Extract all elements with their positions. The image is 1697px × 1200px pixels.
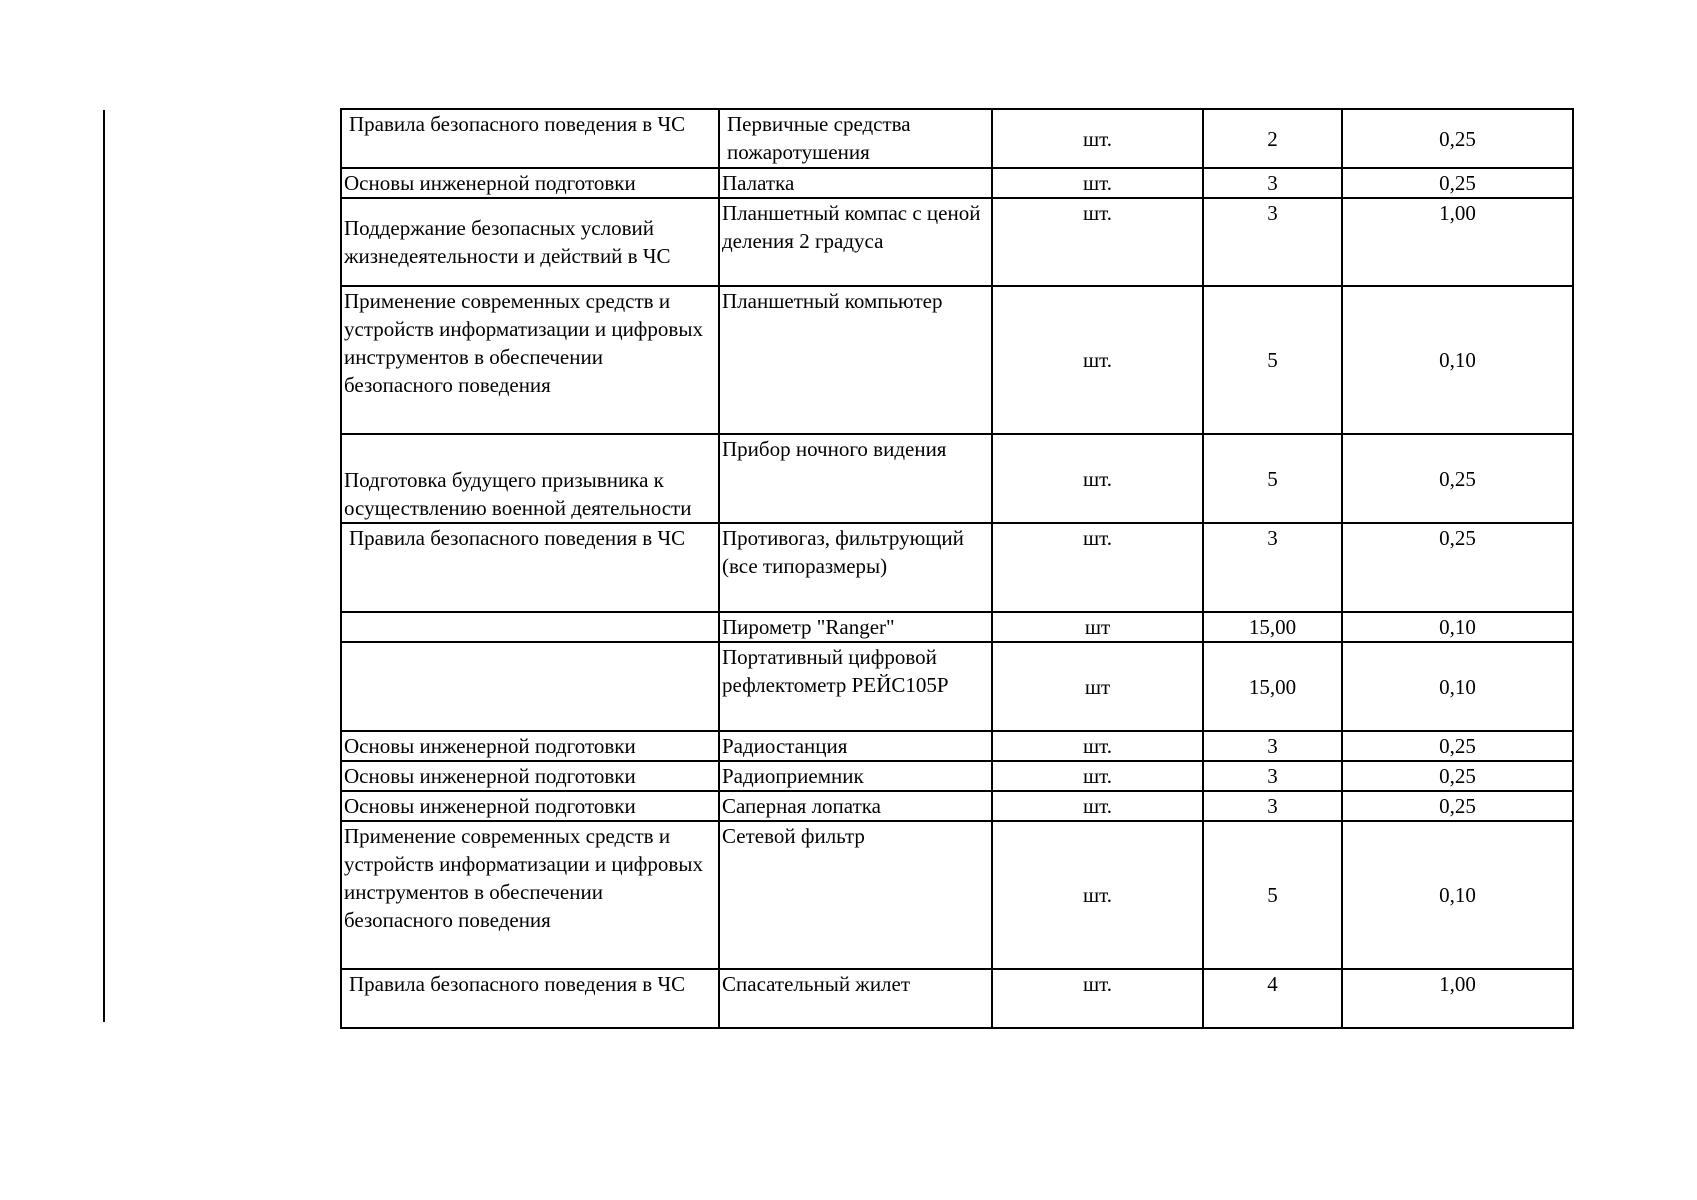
coef-cell: 0,10 bbox=[1342, 821, 1573, 969]
item-cell: Радиоприемник bbox=[719, 761, 992, 791]
coef-cell: 0,10 bbox=[1342, 612, 1573, 642]
unit-cell: шт. bbox=[992, 969, 1203, 1028]
topic-cell: Правила безопасного поведения в ЧС bbox=[341, 523, 719, 612]
qty-cell: 15,00 bbox=[1203, 642, 1342, 731]
coef-cell: 0,25 bbox=[1342, 168, 1573, 198]
qty-cell: 15,00 bbox=[1203, 612, 1342, 642]
topic-cell: Правила безопасного поведения в ЧС bbox=[341, 969, 719, 1028]
unit-cell: шт. bbox=[992, 168, 1203, 198]
topic-cell: Применение современных средств и устройств информатизации и цифровых инструментов в обеспечении безопасного поведения bbox=[341, 821, 719, 969]
item-cell: Противогаз, фильтрующий (все типоразмеры) bbox=[719, 523, 992, 612]
equipment-table bbox=[340, 108, 1574, 1029]
topic-cell: Основы инженерной подготовки bbox=[341, 791, 719, 821]
item-cell: Радиостанция bbox=[719, 731, 992, 761]
item-cell: Планшетный компас с ценой деления 2 градуса bbox=[719, 198, 992, 286]
table-row bbox=[341, 198, 1573, 286]
table-row bbox=[341, 969, 1573, 1028]
unit-cell: шт. bbox=[992, 198, 1203, 286]
topic-cell: Основы инженерной подготовки bbox=[341, 761, 719, 791]
coef-cell: 1,00 bbox=[1342, 969, 1573, 1028]
coef-cell: 0,25 bbox=[1342, 109, 1573, 168]
topic-cell: Правила безопасного поведения в ЧС bbox=[341, 109, 719, 168]
coef-cell: 0,25 bbox=[1342, 523, 1573, 612]
table-row bbox=[341, 791, 1573, 821]
coef-cell: 0,25 bbox=[1342, 731, 1573, 761]
unit-cell: шт. bbox=[992, 434, 1203, 523]
qty-cell: 3 bbox=[1203, 168, 1342, 198]
unit-cell: шт bbox=[992, 612, 1203, 642]
topic-cell: Применение современных средств и устройств информатизации и цифровых инструментов в обеспечении безопасного поведения bbox=[341, 286, 719, 434]
qty-cell: 3 bbox=[1203, 791, 1342, 821]
table-row bbox=[341, 286, 1573, 434]
item-cell: Планшетный компьютер bbox=[719, 286, 992, 434]
item-cell: Пирометр "Ranger" bbox=[719, 612, 992, 642]
qty-cell: 3 bbox=[1203, 198, 1342, 286]
coef-cell: 0,10 bbox=[1342, 286, 1573, 434]
topic-cell bbox=[341, 642, 719, 731]
qty-cell: 5 bbox=[1203, 434, 1342, 523]
qty-cell: 3 bbox=[1203, 731, 1342, 761]
unit-cell: шт. bbox=[992, 791, 1203, 821]
item-cell: Спасательный жилет bbox=[719, 969, 992, 1028]
qty-cell: 3 bbox=[1203, 761, 1342, 791]
table-row bbox=[341, 731, 1573, 761]
unit-cell: шт bbox=[992, 642, 1203, 731]
qty-cell: 2 bbox=[1203, 109, 1342, 168]
coef-cell: 0,10 bbox=[1342, 642, 1573, 731]
topic-cell: Основы инженерной подготовки bbox=[341, 168, 719, 198]
item-cell: Первичные средства пожаротушения bbox=[719, 109, 992, 168]
unit-cell: шт. bbox=[992, 731, 1203, 761]
unit-cell: шт. bbox=[992, 523, 1203, 612]
table-row bbox=[341, 612, 1573, 642]
topic-cell: Основы инженерной подготовки bbox=[341, 731, 719, 761]
qty-cell: 3 bbox=[1203, 523, 1342, 612]
table-row bbox=[341, 109, 1573, 168]
unit-cell: шт. bbox=[992, 109, 1203, 168]
qty-cell: 5 bbox=[1203, 821, 1342, 969]
qty-cell: 5 bbox=[1203, 286, 1342, 434]
unit-cell: шт. bbox=[992, 821, 1203, 969]
item-cell: Портативный цифровой рефлектометр РЕЙС105Р bbox=[719, 642, 992, 731]
coef-cell: 0,25 bbox=[1342, 791, 1573, 821]
item-cell: Саперная лопатка bbox=[719, 791, 992, 821]
item-cell: Сетевой фильтр bbox=[719, 821, 992, 969]
table-row bbox=[341, 434, 1573, 523]
table-row bbox=[341, 168, 1573, 198]
table-row bbox=[341, 821, 1573, 969]
topic-cell: Поддержание безопасных условий жизнедеятельности и действий в ЧС bbox=[341, 198, 719, 286]
coef-cell: 0,25 bbox=[1342, 434, 1573, 523]
table-row bbox=[341, 761, 1573, 791]
table-row bbox=[341, 523, 1573, 612]
table-row bbox=[341, 642, 1573, 731]
unit-cell: шт. bbox=[992, 761, 1203, 791]
topic-cell bbox=[341, 612, 719, 642]
coef-cell: 1,00 bbox=[1342, 198, 1573, 286]
item-cell: Прибор ночного видения bbox=[719, 434, 992, 523]
qty-cell: 4 bbox=[1203, 969, 1342, 1028]
left-margin-line bbox=[103, 110, 105, 1022]
coef-cell: 0,25 bbox=[1342, 761, 1573, 791]
unit-cell: шт. bbox=[992, 286, 1203, 434]
item-cell: Палатка bbox=[719, 168, 992, 198]
topic-cell: Подготовка будущего призывника к осуществлению военной деятельности bbox=[341, 434, 719, 523]
